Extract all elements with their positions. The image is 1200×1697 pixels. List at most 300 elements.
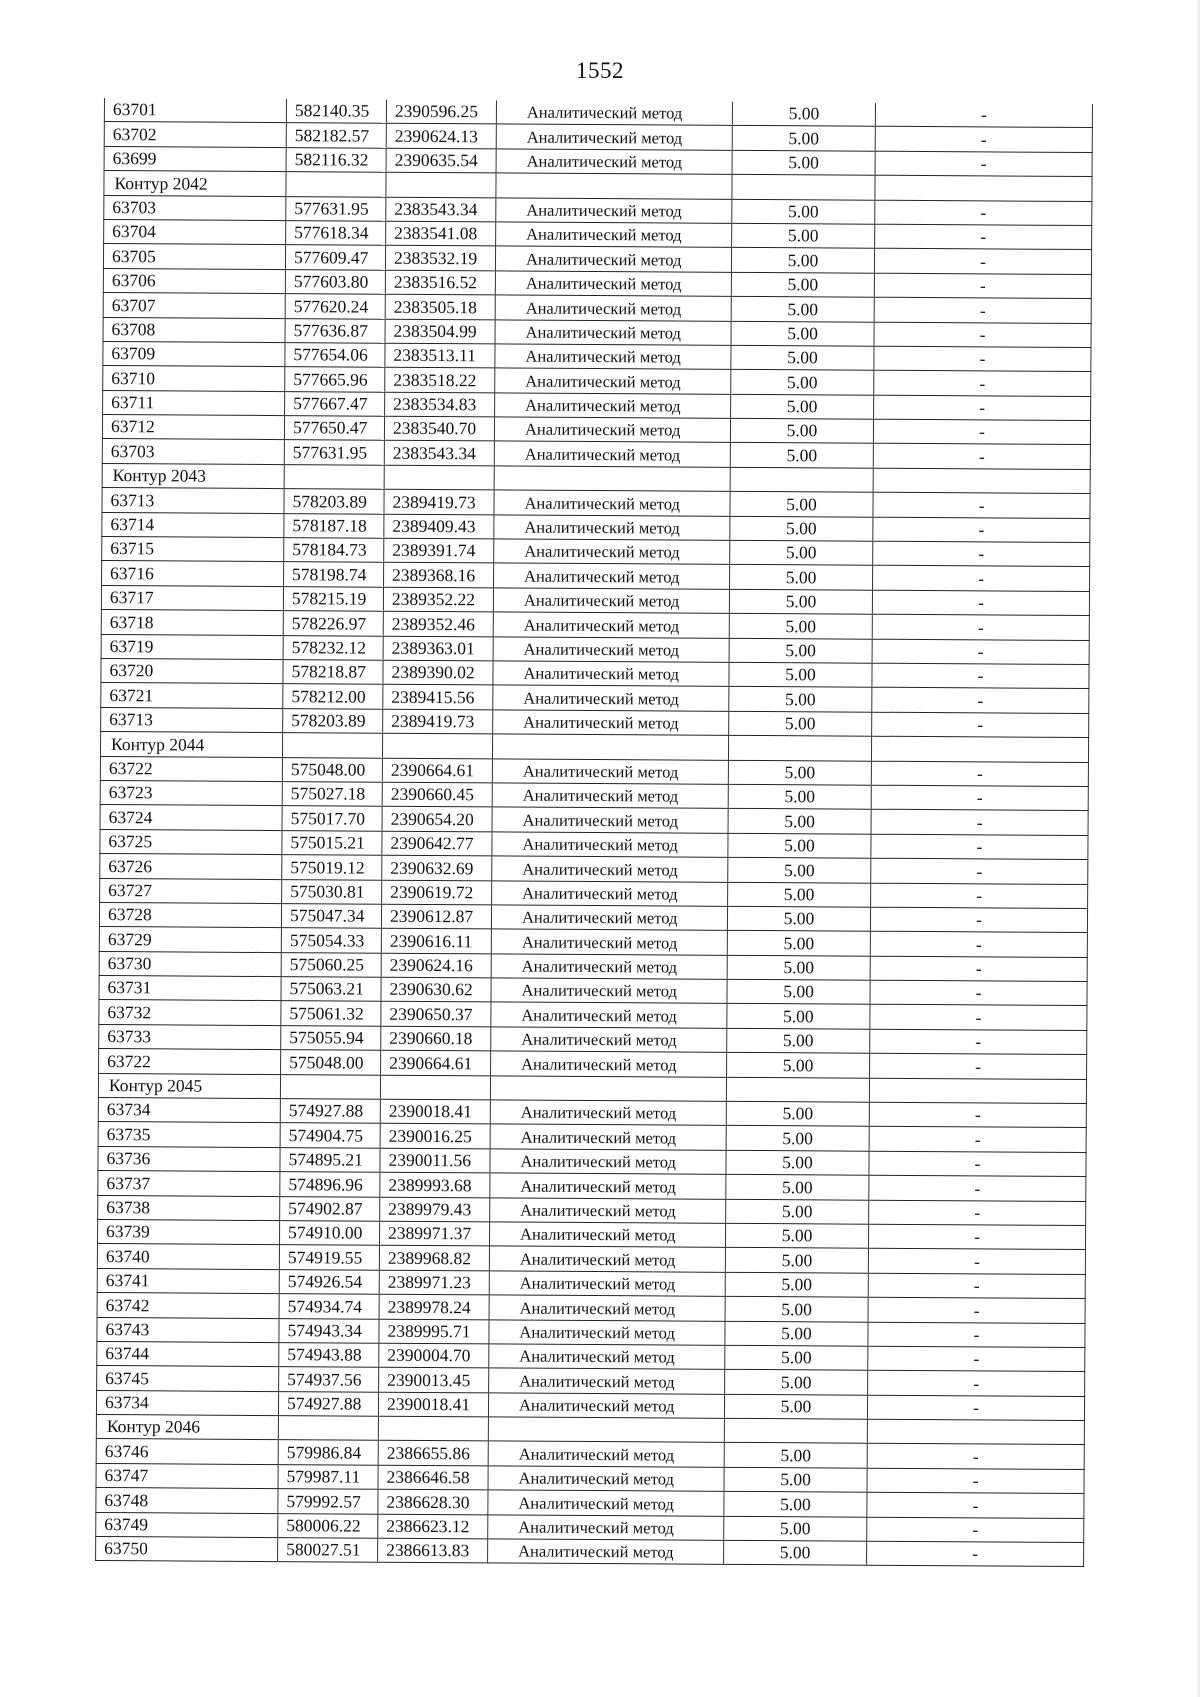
point-number-cell: 63721 [101,683,283,709]
note-cell: - [875,151,1092,177]
method-cell: Аналитический метод [496,100,732,125]
empty-cell [732,175,875,200]
point-number-cell: 63727 [100,878,282,904]
accuracy-cell: 5.00 [729,614,872,639]
note-cell: - [872,614,1089,640]
method-cell: Аналитический метод [490,1124,726,1150]
accuracy-cell: 5.00 [727,1053,870,1078]
point-number-cell: 63714 [102,512,284,538]
point-number-cell: 63713 [102,488,284,514]
y-coordinate-cell: 2383541.08 [386,221,496,246]
note-cell: - [872,688,1089,714]
y-coordinate-cell: 2389390.02 [383,660,493,685]
x-coordinate-cell: 579986.84 [278,1440,378,1465]
empty-cell [496,173,732,199]
point-number-cell: 63723 [100,780,282,806]
note-cell: - [868,1297,1085,1323]
point-number-cell: 63704 [104,219,286,245]
note-cell: - [875,200,1092,226]
y-coordinate-cell: 2386655.86 [378,1441,488,1466]
empty-cell [382,733,492,758]
x-coordinate-cell: 574934.74 [279,1294,379,1319]
x-coordinate-cell: 574902.87 [280,1196,380,1221]
y-coordinate-cell: 2389978.24 [379,1294,489,1319]
method-cell: Аналитический метод [495,393,731,419]
point-number-cell: 63716 [102,561,284,587]
y-coordinate-cell: 2390016.25 [380,1124,490,1149]
y-coordinate-cell: 2390660.45 [382,782,492,807]
method-cell: Аналитический метод [492,783,728,809]
method-cell: Аналитический метод [488,1441,724,1467]
point-number-cell: 63750 [96,1537,278,1563]
point-number-cell: 63707 [103,293,285,319]
method-cell: Аналитический метод [495,246,731,272]
method-cell: Аналитический метод [489,1271,725,1297]
x-coordinate-cell: 574904.75 [280,1123,380,1148]
method-cell: Аналитический метод [496,124,732,150]
accuracy-cell: 5.00 [728,809,871,834]
note-cell: - [868,1371,1085,1397]
accuracy-cell: 5.00 [732,223,875,248]
empty-cell [380,1075,490,1100]
accuracy-cell: 5.00 [727,955,870,980]
contour-label: Контур 2043 [102,463,284,489]
x-coordinate-cell: 577603.80 [285,269,385,294]
note-cell: - [873,517,1090,543]
accuracy-cell: 5.00 [726,1126,869,1151]
y-coordinate-cell: 2389368.16 [384,563,494,588]
y-coordinate-cell: 2383534.83 [385,392,495,417]
method-cell: Аналитический метод [489,1344,725,1370]
accuracy-cell: 5.00 [724,1394,867,1419]
accuracy-cell: 5.00 [729,687,872,712]
method-cell: Аналитический метод [493,685,729,711]
x-coordinate-cell: 578184.73 [284,538,384,563]
x-coordinate-cell: 579992.57 [278,1489,378,1514]
empty-cell [494,466,730,492]
accuracy-cell: 5.00 [724,1516,867,1541]
accuracy-cell: 5.00 [731,370,874,395]
x-coordinate-cell: 577609.47 [285,245,385,270]
method-cell: Аналитический метод [494,441,730,467]
method-cell: Аналитический метод [491,978,727,1004]
accuracy-cell: 5.00 [731,321,874,346]
x-coordinate-cell: 578212.00 [283,684,383,709]
y-coordinate-cell: 2390624.16 [381,953,491,978]
note-cell: - [873,566,1090,592]
method-cell: Аналитический метод [488,1539,724,1565]
note-cell: - [873,492,1090,518]
accuracy-cell: 5.00 [728,833,871,858]
x-coordinate-cell: 575061.32 [281,1001,381,1026]
method-cell: Аналитический метод [488,1466,724,1492]
accuracy-cell: 5.00 [725,1272,868,1297]
x-coordinate-cell: 577631.95 [284,440,384,465]
x-coordinate-cell: 577654.06 [285,343,385,368]
y-coordinate-cell: 2383543.34 [384,441,494,466]
method-cell: Аналитический метод [492,758,728,784]
note-cell: - [867,1492,1084,1518]
empty-cell [873,468,1090,494]
accuracy-cell: 5.00 [730,540,873,565]
accuracy-cell: 5.00 [730,418,873,443]
note-cell: - [867,1541,1084,1567]
y-coordinate-cell: 2389352.46 [383,611,493,636]
method-cell: Аналитический метод [489,1246,725,1272]
x-coordinate-cell: 578232.12 [283,635,383,660]
note-cell: - [869,1102,1086,1128]
x-coordinate-cell: 575015.21 [282,830,382,855]
empty-cell [284,464,384,489]
empty-cell [867,1419,1084,1445]
method-cell: Аналитический метод [490,1100,726,1126]
method-cell: Аналитический метод [495,368,731,394]
x-coordinate-cell: 577650.47 [284,416,384,441]
point-number-cell: 63720 [101,658,283,684]
method-cell: Аналитический метод [492,832,728,858]
method-cell: Аналитический метод [491,1027,727,1053]
point-number-cell: 63749 [96,1512,278,1538]
point-number-cell: 63737 [98,1171,280,1197]
accuracy-cell: 5.00 [729,711,872,736]
note-cell: - [871,761,1088,787]
note-cell: - [872,712,1089,738]
accuracy-cell: 5.00 [726,1101,869,1126]
y-coordinate-cell: 2389995.71 [379,1319,489,1344]
y-coordinate-cell: 2390018.41 [380,1099,490,1124]
point-number-cell: 63719 [101,634,283,660]
x-coordinate-cell: 574927.88 [280,1099,380,1124]
note-cell: - [868,1273,1085,1299]
empty-cell [724,1418,867,1443]
accuracy-cell: 5.00 [730,443,873,468]
note-cell: - [873,419,1090,445]
method-cell: Аналитический метод [495,271,731,297]
method-cell: Аналитический метод [488,1393,724,1419]
accuracy-cell: 5.00 [725,1296,868,1321]
y-coordinate-cell: 2383516.52 [385,270,495,295]
y-coordinate-cell: 2390004.70 [379,1343,489,1368]
point-number-cell: 63701 [104,98,286,123]
accuracy-cell: 5.00 [732,126,875,151]
note-cell: - [867,1444,1084,1470]
accuracy-cell: 5.00 [728,760,871,785]
x-coordinate-cell: 577620.24 [285,294,385,319]
y-coordinate-cell: 2390635.54 [386,148,496,173]
accuracy-cell: 5.00 [724,1540,867,1565]
accuracy-cell: 5.00 [732,199,875,224]
note-cell: - [870,980,1087,1006]
coordinates-table [95,98,1093,1567]
y-coordinate-cell: 2389415.56 [383,685,493,710]
empty-cell [492,734,728,760]
method-cell: Аналитический метод [495,319,731,345]
method-cell: Аналитический метод [490,1197,726,1223]
point-number-cell: 63718 [101,610,283,636]
x-coordinate-cell: 574895.21 [280,1147,380,1172]
note-cell: - [874,371,1091,397]
point-number-cell: 63747 [96,1463,278,1489]
accuracy-cell: 5.00 [732,150,875,175]
accuracy-cell: 5.00 [731,248,874,273]
y-coordinate-cell: 2390642.77 [382,831,492,856]
point-number-cell: 63726 [100,854,282,880]
empty-cell [278,1416,378,1441]
method-cell: Аналитический метод [496,197,732,223]
y-coordinate-cell: 2386628.30 [378,1489,488,1514]
y-coordinate-cell: 2389979.43 [380,1197,490,1222]
contour-label: Контур 2046 [96,1415,278,1441]
point-number-cell: 63744 [97,1341,279,1367]
x-coordinate-cell: 578203.89 [283,708,383,733]
y-coordinate-cell: 2390018.41 [378,1392,488,1417]
method-cell: Аналитический метод [491,929,727,955]
table-row [96,1537,1084,1567]
x-coordinate-cell: 578226.97 [283,611,383,636]
x-coordinate-cell: 574896.96 [280,1172,380,1197]
point-number-cell: 63724 [100,805,282,831]
empty-cell [386,172,496,197]
point-number-cell: 63742 [97,1293,279,1319]
note-cell: - [875,127,1092,153]
x-coordinate-cell: 578187.18 [284,513,384,538]
accuracy-cell: 5.00 [731,394,874,419]
note-cell: - [870,1005,1087,1031]
y-coordinate-cell: 2389971.37 [379,1221,489,1246]
x-coordinate-cell: 582182.57 [286,123,386,148]
empty-cell [384,465,494,490]
point-number-cell: 63725 [100,829,282,855]
point-number-cell: 63709 [103,341,285,367]
method-cell: Аналитический метод [494,490,730,516]
point-number-cell: 63703 [104,195,286,221]
x-coordinate-cell: 574937.56 [279,1367,379,1392]
x-coordinate-cell: 575054.33 [281,928,381,953]
accuracy-cell: 5.00 [728,857,871,882]
accuracy-cell: 5.00 [731,345,874,370]
y-coordinate-cell: 2389409.43 [384,514,494,539]
x-coordinate-cell: 578215.19 [283,586,383,611]
note-cell: - [871,883,1088,909]
table-body [96,98,1093,1567]
note-cell: - [873,444,1090,470]
accuracy-cell: 5.00 [730,492,873,517]
y-coordinate-cell: 2390011.56 [380,1148,490,1173]
point-number-cell: 63712 [102,415,284,441]
point-number-cell: 63730 [99,951,281,977]
note-cell: - [872,639,1089,665]
point-number-cell: 63743 [97,1317,279,1343]
x-coordinate-cell: 575060.25 [281,952,381,977]
note-cell: - [869,1151,1086,1177]
y-coordinate-cell: 2390612.87 [381,904,491,929]
y-coordinate-cell: 2383540.70 [384,416,494,441]
x-coordinate-cell: 574926.54 [279,1269,379,1294]
point-number-cell: 63735 [98,1122,280,1148]
method-cell: Аналитический метод [496,222,732,248]
x-coordinate-cell: 578203.89 [284,489,384,514]
y-coordinate-cell: 2383504.99 [385,319,495,344]
page-number: 1552 [576,58,624,83]
y-coordinate-cell: 2389419.73 [384,489,494,514]
note-cell: - [874,395,1091,421]
point-number-cell: 63741 [97,1268,279,1294]
contour-label: Контур 2044 [100,732,282,758]
point-number-cell: 63702 [104,122,286,148]
method-cell: Аналитический метод [488,1490,724,1516]
y-coordinate-cell: 2390632.69 [382,855,492,880]
method-cell: Аналитический метод [491,1002,727,1028]
note-cell: - [874,273,1091,299]
x-coordinate-cell: 575047.34 [281,903,381,928]
contour-label: Контур 2045 [98,1073,280,1099]
note-cell: - [869,1175,1086,1201]
point-number-cell: 63713 [101,707,283,733]
method-cell: Аналитический метод [493,710,729,736]
note-cell: - [875,224,1092,250]
x-coordinate-cell: 577618.34 [286,221,386,246]
y-coordinate-cell: 2390654.20 [382,807,492,832]
y-coordinate-cell: 2390596.25 [386,100,496,125]
accuracy-cell: 5.00 [726,1199,869,1224]
method-cell: Аналитический метод [492,880,728,906]
accuracy-cell: 5.00 [728,882,871,907]
note-cell: - [870,1053,1087,1079]
point-number-cell: 63706 [103,268,285,294]
x-coordinate-cell: 574919.55 [279,1245,379,1270]
x-coordinate-cell: 575019.12 [282,855,382,880]
method-cell: Аналитический метод [490,1149,726,1175]
point-number-cell: 63740 [97,1244,279,1270]
method-cell: Аналитический метод [488,1515,724,1541]
note-cell: - [870,907,1087,933]
note-cell: - [871,785,1088,811]
point-number-cell: 63705 [103,244,285,270]
point-number-cell: 63731 [99,976,281,1002]
note-cell: - [867,1468,1084,1494]
point-number-cell: 63734 [96,1390,278,1416]
method-cell: Аналитический метод [495,295,731,321]
x-coordinate-cell: 582140.35 [286,99,386,124]
y-coordinate-cell: 2389968.82 [379,1246,489,1271]
empty-cell [875,175,1092,201]
point-number-cell: 63739 [98,1219,280,1245]
method-cell: Аналитический метод [496,149,732,175]
accuracy-cell: 5.00 [726,1150,869,1175]
accuracy-cell: 5.00 [725,1248,868,1273]
accuracy-cell: 5.00 [724,1492,867,1517]
x-coordinate-cell: 579987.11 [278,1464,378,1489]
method-cell: Аналитический метод [491,1051,727,1077]
x-coordinate-cell: 580006.22 [278,1513,378,1538]
accuracy-cell: 5.00 [725,1345,868,1370]
accuracy-cell: 5.00 [725,1321,868,1346]
x-coordinate-cell: 580027.51 [278,1538,378,1563]
method-cell: Аналитический метод [494,417,730,443]
y-coordinate-cell: 2383513.11 [385,343,495,368]
accuracy-cell: 5.00 [727,1028,870,1053]
y-coordinate-cell: 2389363.01 [383,636,493,661]
y-coordinate-cell: 2390013.45 [379,1368,489,1393]
point-number-cell: 63708 [103,317,285,343]
point-number-cell: 63738 [98,1195,280,1221]
empty-cell [726,1077,869,1102]
y-coordinate-cell: 2383543.34 [386,197,496,222]
method-cell: Аналитический метод [494,563,730,589]
note-cell: - [871,834,1088,860]
accuracy-cell: 5.00 [725,1223,868,1248]
y-coordinate-cell: 2389993.68 [380,1172,490,1197]
method-cell: Аналитический метод [493,661,729,687]
accuracy-cell: 5.00 [728,784,871,809]
method-cell: Аналитический метод [491,905,727,931]
note-cell: - [875,103,1092,128]
empty-cell [869,1078,1086,1104]
note-cell: - [870,931,1087,957]
x-coordinate-cell: 575030.81 [282,879,382,904]
method-cell: Аналитический метод [493,636,729,662]
y-coordinate-cell: 2386646.58 [378,1465,488,1490]
y-coordinate-cell: 2390650.37 [381,1002,491,1027]
accuracy-cell: 5.00 [729,589,872,614]
accuracy-cell: 5.00 [725,1370,868,1395]
note-cell: - [871,810,1088,836]
point-number-cell: 63711 [103,390,285,416]
x-coordinate-cell: 578198.74 [284,562,384,587]
note-cell: - [867,1395,1084,1421]
method-cell: Аналитический метод [492,856,728,882]
empty-cell [378,1416,488,1441]
y-coordinate-cell: 2383532.19 [385,246,495,271]
y-coordinate-cell: 2383505.18 [385,294,495,319]
note-cell: - [870,1029,1087,1055]
accuracy-cell: 5.00 [724,1443,867,1468]
note-cell: - [868,1346,1085,1372]
scan-edge [1196,0,1200,1697]
point-number-cell: 63736 [98,1146,280,1172]
point-number-cell: 63715 [102,537,284,563]
method-cell: Аналитический метод [495,344,731,370]
method-cell: Аналитический метод [489,1368,725,1394]
point-number-cell: 63722 [99,1049,281,1075]
y-coordinate-cell: 2383518.22 [385,368,495,393]
note-cell: - [869,1200,1086,1226]
note-cell: - [874,297,1091,323]
method-cell: Аналитический метод [494,515,730,541]
accuracy-cell: 5.00 [732,102,875,127]
x-coordinate-cell: 577631.95 [286,196,386,221]
empty-cell [286,172,386,197]
empty-cell [728,735,871,760]
y-coordinate-cell: 2390624.13 [386,124,496,149]
x-coordinate-cell: 582116.32 [286,147,386,172]
y-coordinate-cell: 2390630.62 [381,977,491,1002]
accuracy-cell: 5.00 [730,565,873,590]
x-coordinate-cell: 575027.18 [282,782,382,807]
point-number-cell: 63710 [103,366,285,392]
accuracy-cell: 5.00 [726,1175,869,1200]
accuracy-cell: 5.00 [727,931,870,956]
note-cell: - [869,1127,1086,1153]
x-coordinate-cell: 574927.88 [278,1391,378,1416]
x-coordinate-cell: 577636.87 [285,318,385,343]
method-cell: Аналитический метод [492,807,728,833]
note-cell: - [868,1224,1085,1250]
point-number-cell: 63728 [99,902,281,928]
note-cell: - [874,346,1091,372]
method-cell: Аналитический метод [490,1173,726,1199]
point-number-cell: 63733 [99,1024,281,1050]
